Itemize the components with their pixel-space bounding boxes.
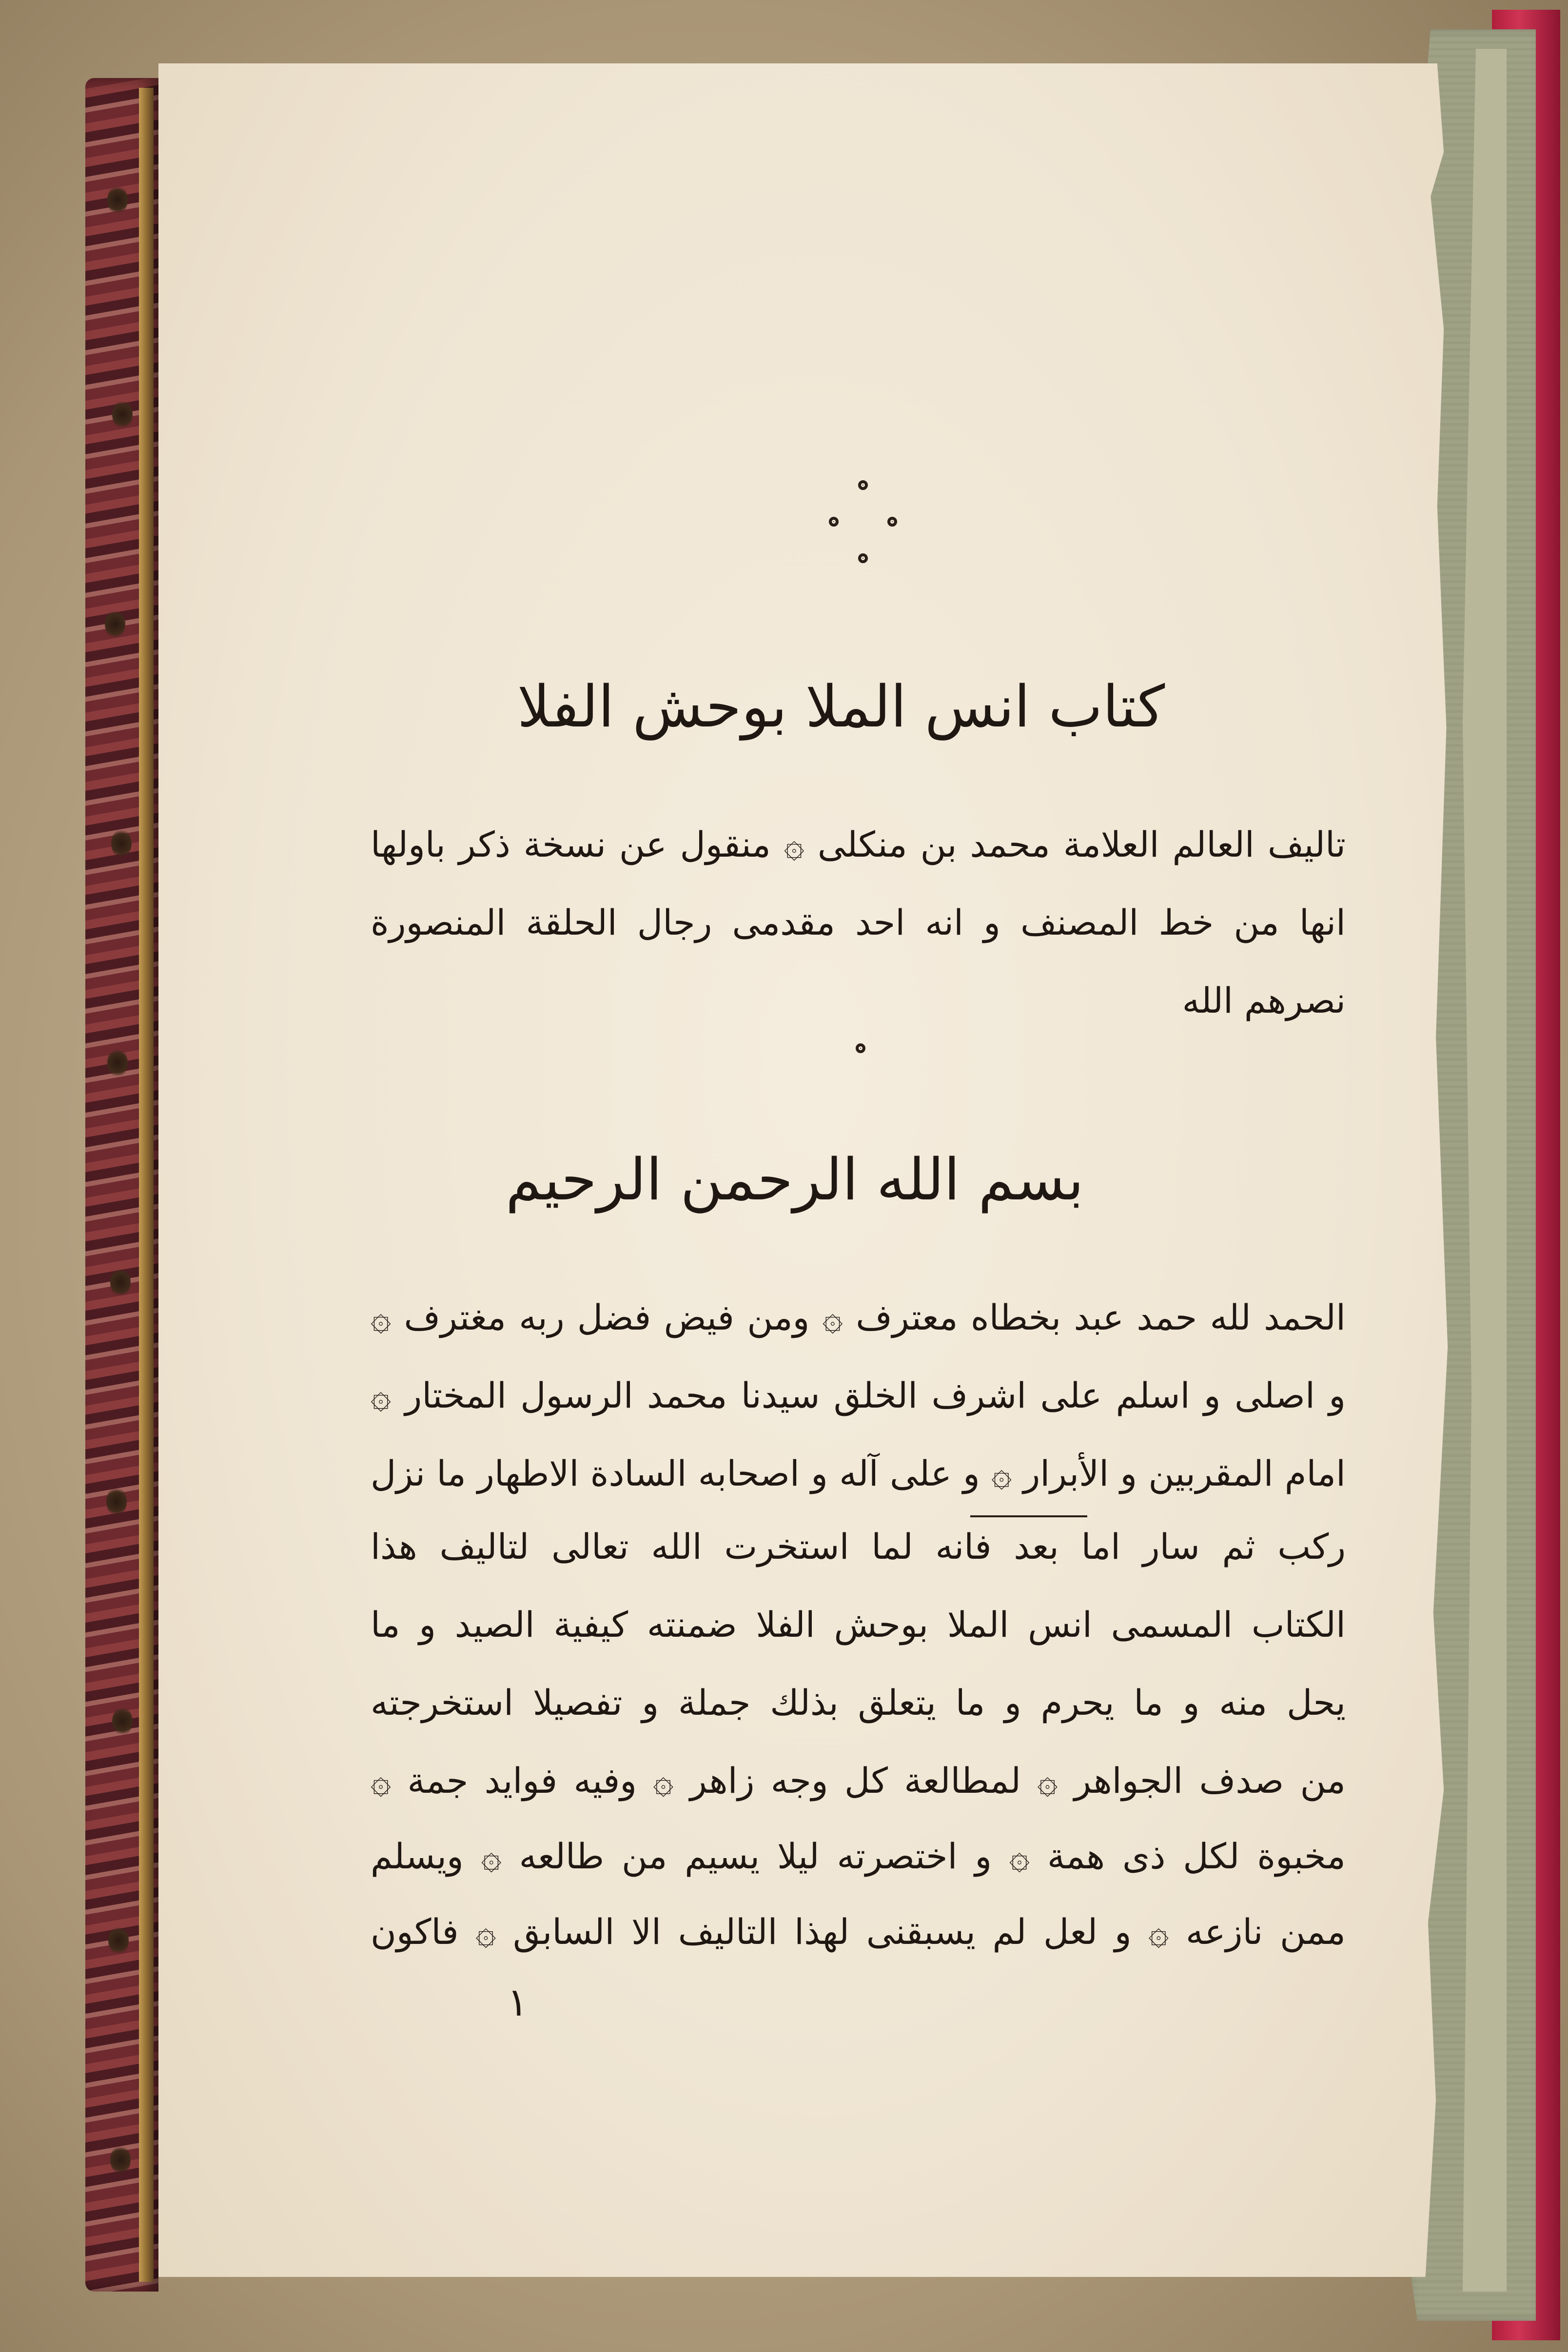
body-line: امام المقربين و الأبرار ۞ و على آله و اصحابه السادة الاطهار ما نزل: [371, 1453, 1346, 1494]
author-line: انها من خط المصنف و انه احد مقدمى رجال الحلقة المنصورة: [371, 902, 1346, 943]
page-edge-gilt: [139, 88, 154, 2282]
underline-rule: [970, 1515, 1087, 1517]
body-line: مخبوة لكل ذى همة ۞ و اختصرته ليلا يسيم من طالعه ۞ ويسلم: [371, 1836, 1346, 1877]
torn-interleaf-back: [1463, 49, 1507, 2292]
basmala-heading: بسم الله الرحمن الرحيم: [506, 1146, 1084, 1213]
body-line: الكتاب المسمى انس الملا بوحش الفلا ضمنته كيفية الصيد و ما: [371, 1604, 1346, 1645]
body-line: الحمد لله حمد عبد بخطاه معترف ۞ ومن فيض فضل ربه مغترف ۞: [371, 1297, 1346, 1338]
author-line: نصرهم الله: [1182, 980, 1346, 1021]
book-title: كتاب انس الملا بوحش الفلا: [517, 673, 1165, 740]
cover-spots: [93, 98, 146, 2267]
body-line: ركب ثم سار اما بعد فانه لما استخرت الله تعالى لتاليف هذا: [371, 1526, 1346, 1567]
body-line: من صدف الجواهر ۞ لمطالعة كل وجه زاهر ۞ وفيه فوايد جمة ۞: [371, 1760, 1346, 1801]
body-line: ممن نازعه ۞ و لعل لم يسبقنى لهذا التاليف الا السابق ۞ فاكون: [371, 1911, 1346, 1952]
page-number: ١: [507, 1980, 528, 2025]
author-line: تاليف العالم العلامة محمد بن منكلى ۞ منقول عن نسخة ذكر باولها: [371, 824, 1346, 865]
body-line: يحل منه و ما يحرم و ما يتعلق بذلك جملة و تفصيلا استخرجته: [371, 1682, 1346, 1723]
body-line: و اصلى و اسلم على اشرف الخلق سيدنا محمد الرسول المختار ۞: [371, 1375, 1346, 1416]
